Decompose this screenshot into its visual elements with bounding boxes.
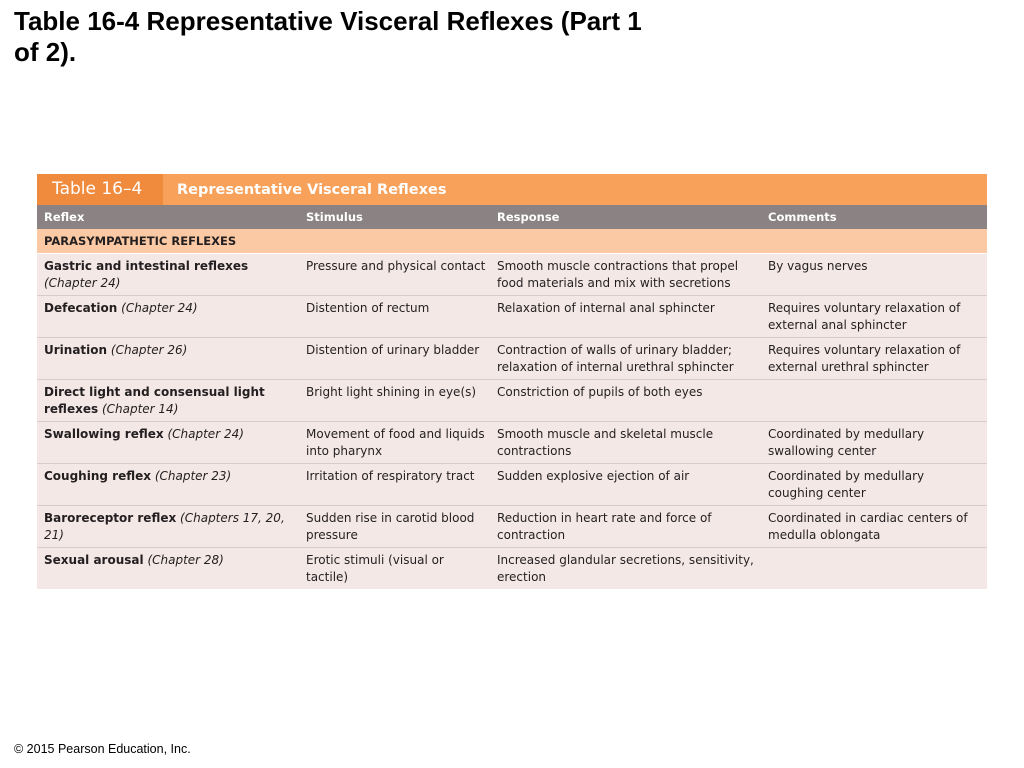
reflex-name: Baroreceptor reflex [44, 511, 177, 525]
reflex-name: Sexual arousal [44, 553, 144, 567]
cell-stimulus: Distention of rectum [299, 296, 490, 338]
column-header-stimulus: Stimulus [299, 205, 490, 229]
cell-comments: Requires voluntary relaxation of external anal sphincter [761, 296, 987, 338]
table-header-row [37, 205, 987, 229]
reflex-chapter: (Chapter 26) [110, 343, 188, 357]
reflex-table [37, 174, 987, 589]
cell-comments: Requires voluntary relaxation of external urethral sphincter [761, 338, 987, 380]
cell-reflex [37, 296, 299, 338]
table-row [37, 338, 987, 380]
column-header-comments: Comments [761, 205, 987, 229]
reflex-name: Defecation [44, 301, 118, 315]
cell-stimulus: Distention of urinary bladder [299, 338, 490, 380]
reflex-chapter: (Chapter 24) [121, 301, 198, 315]
cell-response: Contraction of walls of urinary bladder; relaxation of internal urethral sphincter [490, 338, 761, 380]
cell-reflex [37, 548, 299, 590]
slide-title: Table 16-4 Representative Visceral Reflexes (Part 1 of 2). [14, 6, 642, 67]
table-row [37, 254, 987, 296]
table-row [37, 506, 987, 548]
cell-stimulus: Bright light shining in eye(s) [299, 380, 490, 422]
cell-response: Constriction of pupils of both eyes [490, 380, 761, 422]
reflex-chapter: (Chapter 24) [167, 427, 244, 441]
cell-comments [761, 548, 987, 590]
cell-stimulus: Movement of food and liquids into pharynx [299, 422, 490, 464]
cell-response: Smooth muscle contractions that propel food materials and mix with secretions [490, 254, 761, 296]
column-header-response: Response [490, 205, 761, 229]
cell-stimulus: Pressure and physical contact [299, 254, 490, 296]
cell-comments: By vagus nerves [761, 254, 987, 296]
reflex-chapter: (Chapter 23) [154, 469, 232, 483]
reflex-name: Coughing reflex [44, 469, 151, 483]
cell-stimulus: Irritation of respiratory tract [299, 464, 490, 506]
cell-comments: Coordinated in cardiac centers of medulla oblongata [761, 506, 987, 548]
cell-reflex [37, 380, 299, 422]
table-row [37, 296, 987, 338]
reflex-name: Urination [44, 343, 108, 357]
cell-reflex [37, 506, 299, 548]
cell-comments [761, 380, 987, 422]
cell-reflex [37, 338, 299, 380]
cell-response: Increased glandular secretions, sensitivity, erection [490, 548, 761, 590]
cell-response: Relaxation of internal anal sphincter [490, 296, 761, 338]
reflex-name: Swallowing reflex [44, 427, 164, 441]
reflex-chapter: (Chapter 24) [44, 275, 121, 290]
table-row [37, 548, 987, 590]
reflex-chapter: (Chapter 14) [101, 401, 179, 416]
cell-comments: Coordinated by medullary swallowing center [761, 422, 987, 464]
section-label: PARASYMPATHETIC REFLEXES [37, 229, 987, 254]
cell-reflex [37, 254, 299, 296]
reflex-chapter: (Chapters 17, 20, 21) [44, 511, 285, 542]
reflex-data-table [37, 205, 987, 589]
table-banner [37, 174, 987, 205]
section-row [37, 229, 987, 254]
cell-stimulus: Sudden rise in carotid blood pressure [299, 506, 490, 548]
column-header-reflex: Reflex [37, 205, 299, 229]
cell-stimulus: Erotic stimuli (visual or tactile) [299, 548, 490, 590]
reflex-chapter: (Chapter 28) [147, 553, 224, 567]
table-row [37, 380, 987, 422]
table-title: Representative Visceral Reflexes [177, 182, 447, 198]
cell-response: Sudden explosive ejection of air [490, 464, 761, 506]
cell-reflex [37, 422, 299, 464]
cell-comments: Coordinated by medullary coughing center [761, 464, 987, 506]
table-row [37, 464, 987, 506]
cell-response: Reduction in heart rate and force of contraction [490, 506, 761, 548]
table-number-tag: Table 16–4 [37, 174, 163, 205]
copyright-footer: © 2015 Pearson Education, Inc. [14, 742, 191, 756]
reflex-name: Direct light and consensual light reflexes [44, 385, 265, 416]
cell-response: Smooth muscle and skeletal muscle contractions [490, 422, 761, 464]
table-row [37, 422, 987, 464]
cell-reflex [37, 464, 299, 506]
reflex-name: Gastric and intestinal reflexes [44, 259, 249, 273]
